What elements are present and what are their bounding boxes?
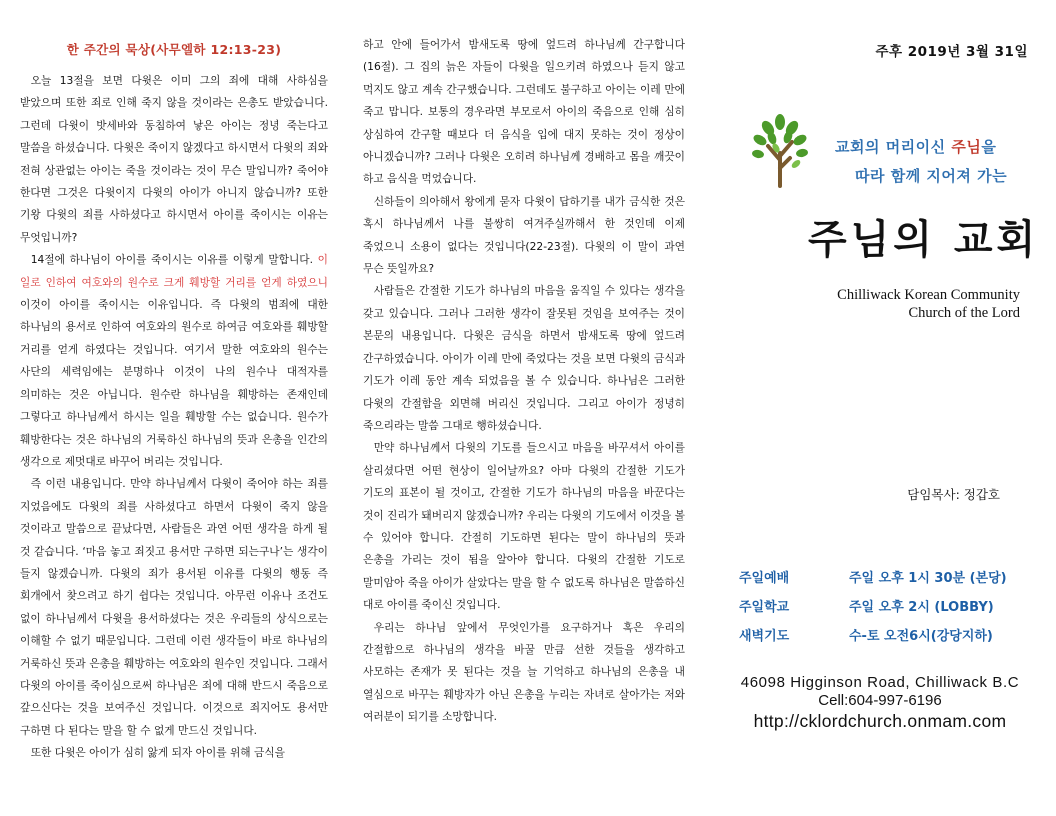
pastor-name: 담임목사: 정갑호 [907, 487, 1000, 502]
devotion-paragraph: 신하들이 의아해서 왕에게 묻자 다윗이 답하기를 내가 금식한 것은 혹시 하나님께서 나를 불쌍히 여겨주실까해서 한 것인데 이제 죽었으니 소용이 없다는 것입니다(22-23절). 다윗의 이 말이 과연 무슨 뜻일까요? [363, 194, 685, 276]
paragraph-text: 14절에 하나님이 아이를 죽이시는 이유를 이렇게 말합니다. [30, 253, 314, 267]
english-name-line: Chilliwack Korean Community [837, 287, 1020, 303]
devotion-paragraph: 만약 하나님께서 다윗의 기도를 들으시고 마음을 바꾸셔서 아이를 살리셨다면 어떤 현상이 일어날까요? 아마 다윗의 간절한 기도가 기도의 표본이 될 것이고, 간절한 기도가 하나님의 마음을 바꾼다는 것이 진리가 돼버리지 않겠습니까? 우리는 다윗의 기도에서 이것을 볼 수 있어야 합니다. 간절히 기도하면 된다는 말이 하나님의 뜻과 은총을 가리는 것이 됨을 알아야 합니다. 다윗의 간절한 기도로 말미암아 죽을 아이가 살았다는 말을 할 수 없도록 하나님은 말씀하신 대로 아이를 죽이신 것입니다. [363, 441, 685, 612]
service-row [730, 620, 1040, 649]
service-row [730, 591, 1040, 620]
service-name: 주일학교 [739, 600, 790, 615]
church-name: 주님의 교회 [808, 217, 1040, 263]
service-name: 새벽기도 [739, 629, 790, 644]
church-phone: Cell:604-997-6196 [818, 692, 942, 709]
church-website-link[interactable]: http://cklordchurch.onmam.com [753, 711, 1007, 731]
highlighted-verse: 이 일로 인하여 여호와의 원수로 크게 훼방할 거리를 얻게 하였으니 [20, 253, 328, 289]
service-time: 주일 오후 1시 30분 (본당) [849, 571, 1007, 586]
devotion-paragraph [20, 249, 328, 473]
devotion-title: 한 주간의 묵상(사무엘하 12:13-23) [66, 42, 282, 57]
tagline-text: 을 [981, 138, 997, 156]
service-time: 주일 오후 2시 (LOBBY) [849, 600, 994, 615]
bulletin-date: 주후 2019년 3월 31일 [875, 44, 1028, 60]
service-row [730, 562, 1040, 591]
english-church-name [837, 286, 1020, 322]
contact-block [730, 674, 1030, 732]
devotion-paragraph: 사람들은 간절한 기도가 하나님의 마음을 움직일 수 있다는 생각을 갖고 있습니다. 그러나 그러한 생각이 잘못된 것임을 보여주는 것이 본문의 내용입니다. 다윗은 금식을 하면서 밤새도록 땅에 엎드려 간구하였습니다. 아이가 이레 만에 죽었다는 것을 보면 다윗의 금식과 기도가 이레 동안 계속 되었음을 볼 수 있습니다. 하나님은 그러한 다윗의 간절함을 외면해 버리신 것입니다. 그리고 아이가 정녕히 죽으리라는 말씀 그대로 행하셨습니다. [363, 284, 685, 432]
tagline-accent: 주님 [951, 138, 982, 156]
devotion-paragraph: 또한 다윗은 아이가 심히 앓게 되자 아이를 위해 금식을 [30, 746, 285, 760]
tagline-line-1 [835, 136, 996, 157]
service-time: 수-토 오전6시(강당지하) [849, 629, 993, 644]
paragraph-text: 이것이 아이를 죽이시는 이유입니다. 즉 다윗의 범죄에 대한 하나님의 용서로 인하여 여호와의 원수로 하여금 여호와를 훼방할 거리를 얻게 하였다는 것입니다. 여기서 말한 여호와의 원수는 사단의 세력임에는 분명하나 이것이 나의 원수나 대적자를 의미하는 것은 아닙니다. 원수란 하나님을 훼방하는 존재인데 그렇다고 하나님께서 하시는 일을 훼방할 수는 없습니다. 원수가 훼방한다는 것은 하나님의 거룩하신 하나님의 뜻과 은총을 인간의 생각으로 제멋대로 바꾸어 버리는 것입니다. [20, 298, 328, 468]
cover-panel [730, 0, 1040, 816]
service-name: 주일예배 [739, 571, 790, 586]
devotion-paragraph: 오늘 13절을 보면 다윗은 이미 그의 죄에 대해 사하심을 받았으며 또한 죄로 인해 죽지 않을 것이라는 은총도 받았습니다. 그런데 다윗이 밧세바와 동침하여 낳은 아이는 정녕 죽는다고 말씀을 하셨습니다. 다윗은 죽이지 않겠다고 하시면서 다윗의 죄와 전혀 상관없는 아이는 죽을 것이라는 것이 무슨 말입니까? 죽어야 한다면 그것은 다윗이지 다윗의 아이가 아니지 않습니까? 또한 기왕 다윗의 죄를 사하셨다고 하시면서 아이를 죽이시는 이유는 무엇입니까? [20, 74, 328, 244]
devotion-paragraph: 우리는 하나님 앞에서 무엇인가를 요구하거나 혹은 우리의 간절함으로 하나님의 생각을 바꿀 만큼 선한 것들을 생각하고 사모하는 존재가 못 된다는 것을 늘 기억하고 하나님의 은총을 내 열심으로 바꾸는 훼방자가 아닌 은총을 누리는 자녀로 살아가는 저와 여러분이 되기를 소망합니다. [363, 620, 685, 724]
service-schedule [730, 562, 1040, 649]
devotion-column-middle [363, 0, 685, 729]
tagline-line-2: 따라 함께 지어져 가는 [855, 167, 1008, 185]
tagline-text: 교회의 머리이신 [835, 138, 952, 156]
english-name-line: Church of the Lord [908, 305, 1020, 321]
church-address: 46098 Higginson Road, Chilliwack B.C [740, 674, 1020, 691]
devotion-column-left [20, 0, 328, 765]
devotion-paragraph: 하고 안에 들어가서 밤새도록 땅에 엎드려 하나님께 간구합니다(16절). 그 집의 늙은 자들이 다윗을 일으키려 하였으나 듣지 않고 먹지도 않고 계속 간구했습니다. 그런데도 불구하고 아이는 이레 만에 죽고 맙니다. 보통의 경우라면 부모로서 아이의 죽음으로 인해 심히 상심하여 간구할 때보다 더 음식을 입에 대지 못하는 것이 정상이 아니겠습니까? 그러나 다윗은 오히려 하나님께 경배하고 몸을 깨끗이 하고 음식을 먹었습니다. [363, 38, 685, 186]
tree-logo-icon [750, 108, 810, 188]
devotion-paragraph: 즉 이런 내용입니다. 만약 하나님께서 다윗이 죽어야 하는 죄를 지었음에도 다윗의 죄를 사하셨다고 하면서 다윗이 죽지 않을 것이라고 말씀으로 끝났다면, 사람들은 과연 어떤 생각을 하게 될 것 같습니다. ‘마음 놓고 죄짓고 용서만 구하면 되는구나’는 생각이 들지 않겠습니까. 다윗의 죄가 용서된 이유를 다윗의 행동 즉 회개에서 찾으려고 하기 쉽다는 것입니다. 아무런 이유나 조건도 없이 하나님께서 다윗을 용서하셨다는 것은 우리들의 상식으로는 이해할 수 없기 때문입니다. 그런데 이런 생각들이 바로 하나님의 거룩하신 뜻과 은총을 훼방하는 여호와의 원수인 것입니다. 그래서 다윗의 아이를 죽이심으로써 하나님은 죄에 대해 반드시 죽음으로 갚으신다는 것을 보여주신 것입니다. 이것으로 죄지어도 용서만 구하면 다 된다는 말을 할 수 없게 만드신 것입니다. [20, 477, 328, 737]
